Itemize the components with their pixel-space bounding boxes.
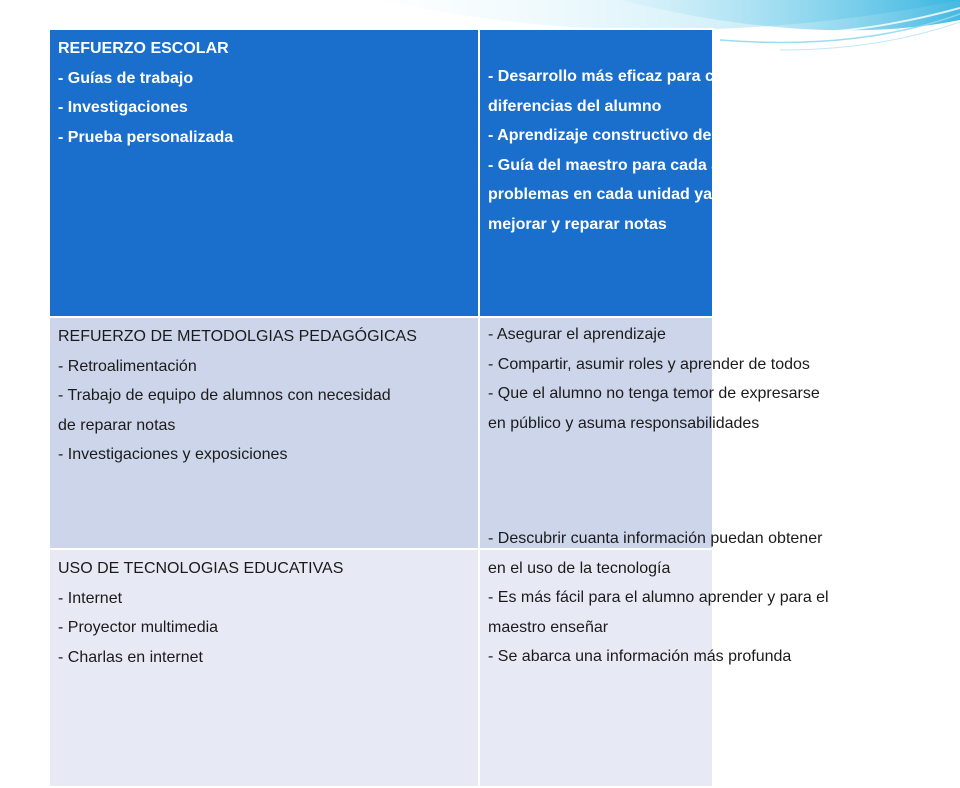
cell-left: [49, 317, 479, 549]
cell-line: - Se abarca una información más profunda: [488, 648, 792, 665]
cell-line: - Retroalimentación: [58, 357, 197, 375]
cell-line: - Investigaciones: [58, 99, 188, 116]
cell-line: - Charlas en internet: [58, 648, 203, 666]
cell-line: - Desarrollo más eficaz para corregir las: [488, 68, 793, 85]
cell-line: REFUERZO ESCOLAR: [58, 40, 229, 57]
cell-line: - Investigaciones y exposiciones: [58, 446, 288, 463]
right-column: [488, 28, 908, 704]
cell-line: - Que el alumno no tenga temor de expresarse: [488, 385, 820, 402]
cell-line: maestro enseñar: [488, 618, 609, 636]
cell-line: diferencias del alumno: [488, 97, 662, 115]
right-cell-3: [488, 524, 829, 672]
cell-line: - Es más fácil para el alumno aprender y para el: [488, 589, 829, 606]
cell-line: - Guía del maestro para cada alumno con: [488, 156, 801, 174]
cell-line: problemas en cada unidad ya que se logra: [488, 186, 811, 203]
right-cell-1: [488, 62, 811, 239]
cell-line: - Aprendizaje constructivo del alumno: [488, 127, 778, 144]
cell-line: de reparar notas: [58, 416, 176, 434]
cell-line: USO DE TECNOLOGIAS EDUCATIVAS: [58, 560, 344, 577]
cell-line: mejorar y reparar notas: [488, 215, 667, 233]
cell-line: - Asegurar el aprendizaje: [488, 326, 666, 343]
cell-line: - Trabajo de equipo de alumnos con necesidad: [58, 387, 391, 404]
cell-line: - Prueba personalizada: [58, 128, 234, 146]
cell-line: - Internet: [58, 589, 123, 607]
cell-left: [49, 29, 479, 317]
cell-line: REFUERZO DE METODOLGIAS PEDAGÓGICAS: [58, 328, 417, 345]
right-cell-2: [488, 320, 820, 438]
cell-line: - Guías de trabajo: [58, 69, 194, 87]
cell-line: en el uso de la tecnología: [488, 559, 671, 577]
cell-line: en público y asuma responsabilidades: [488, 414, 760, 432]
cell-left: [49, 549, 479, 787]
cell-line: - Compartir, asumir roles y aprender de todos: [488, 355, 810, 373]
cell-line: - Descubrir cuanta información puedan obtener: [488, 530, 823, 547]
cell-line: - Proyector multimedia: [58, 619, 219, 636]
